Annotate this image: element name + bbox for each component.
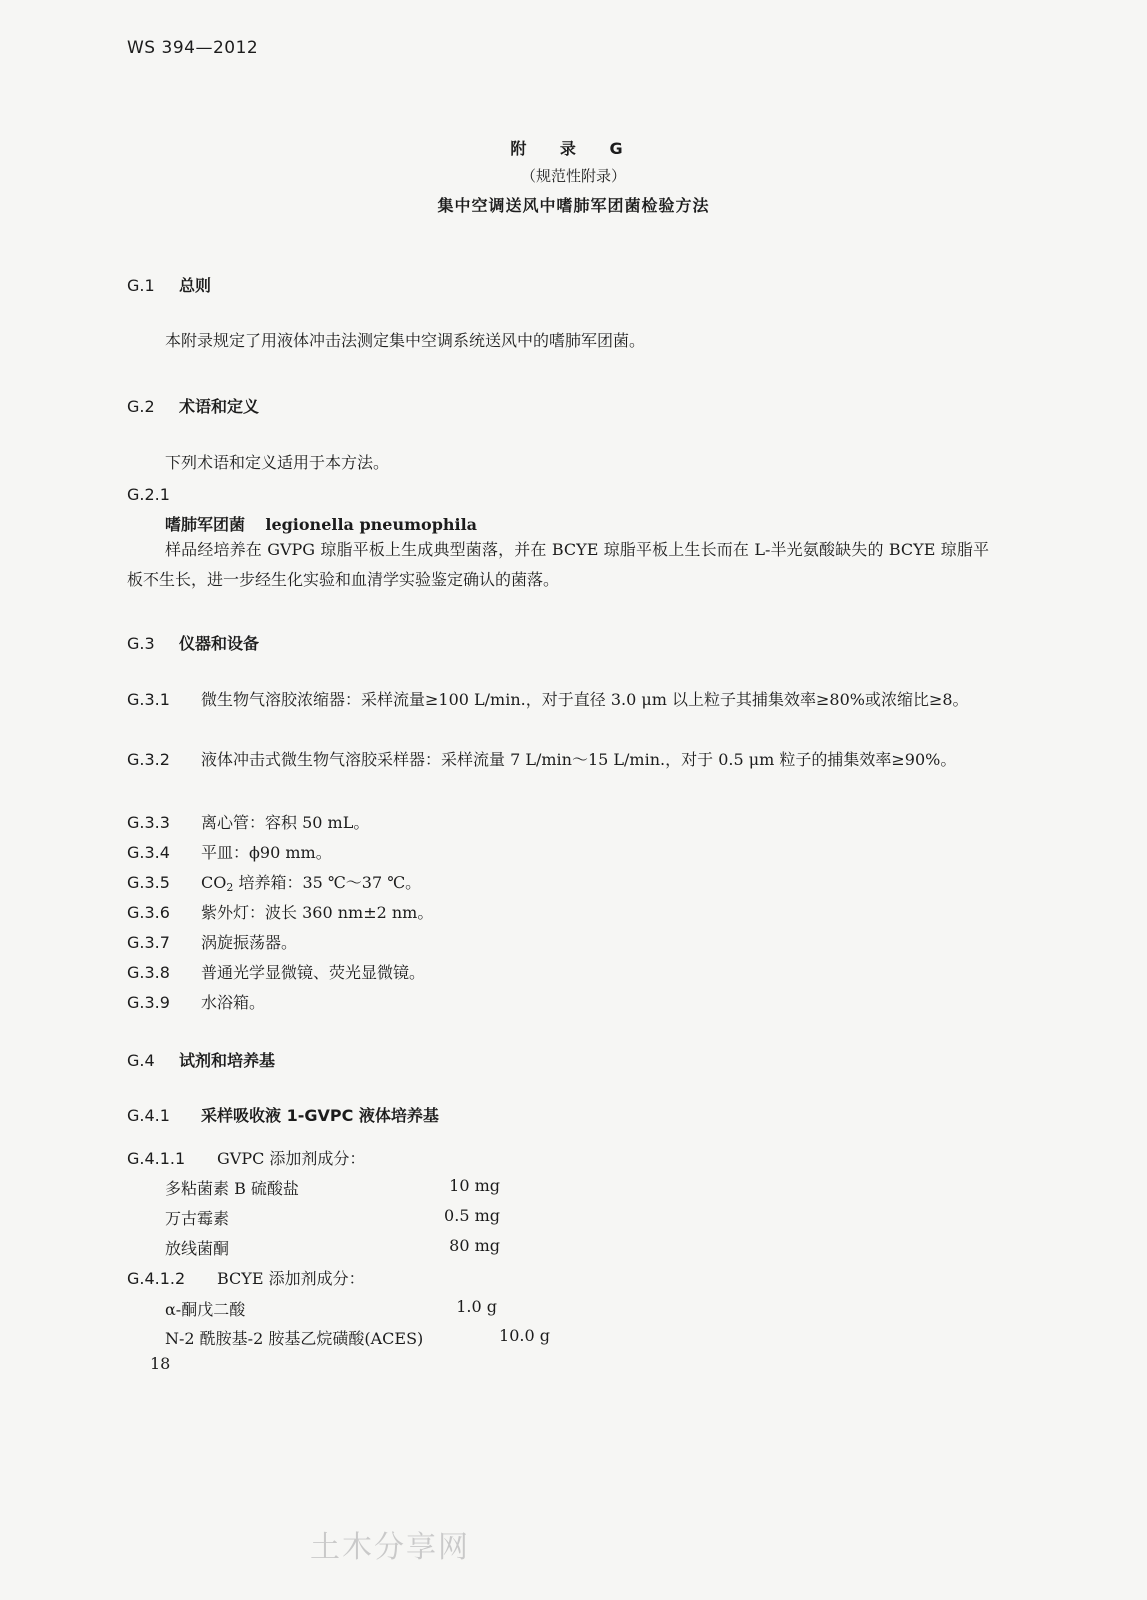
subsection-title: 采样吸收液 1-GVPC 液体培养基 (201, 1106, 439, 1125)
term-definition: 样品经培养在 GVPG 琼脂平板上生成典型菌落，并在 BCYE 琼脂平板上生长而在 L-半光氨酸缺失的 BCYE 琼脂平板不生长，进一步经生化实验和血清学实验鉴定确认的菌落。 (127, 540, 989, 589)
item-number: G.3.7 (127, 933, 170, 952)
section-title: 术语和定义 (179, 397, 260, 416)
item-g39 (127, 990, 265, 1013)
item-g31 (127, 685, 989, 715)
section-number: G.2 (127, 397, 155, 416)
component-row (165, 1326, 550, 1346)
section-title: 仪器和设备 (179, 634, 260, 653)
item-text: 微生物气溶胶浓缩器：采样流量≥100 L/min.，对于直径 3.0 μm 以上粒子其捕集效率≥80%或浓缩比≥8。 (201, 690, 969, 709)
component-name: α-酮戊二酸 (165, 1300, 246, 1319)
component-amount: 10 mg (449, 1176, 500, 1195)
item-g38 (127, 960, 425, 983)
item-number: G.3.9 (127, 993, 170, 1012)
item-text: 液体冲击式微生物气溶胶采样器：采样流量 7 L/min～15 L/min.，对于 0.5 μm 粒子的捕集效率≥90%。 (201, 750, 957, 769)
component-name: 多粘菌素 B 硫酸盐 (165, 1179, 299, 1198)
section-number: G.3 (127, 634, 155, 653)
watermark-text: 土木分享网 (310, 1530, 470, 1565)
appendix-label: 附 录 G (510, 139, 637, 158)
component-row (165, 1176, 500, 1196)
item-text: 离心管：容积 50 mL。 (201, 813, 370, 832)
item-text: 水浴箱。 (201, 993, 266, 1012)
section-heading-g1 (127, 273, 211, 296)
item-g34 (127, 840, 332, 863)
component-amount: 0.5 mg (444, 1206, 500, 1225)
paragraph-g2 (127, 448, 389, 478)
item-g36 (127, 900, 433, 923)
standard-code: WS 394—2012 (127, 38, 259, 58)
component-name: 放线菌酮 (165, 1239, 230, 1258)
item-number: G.3.4 (127, 843, 170, 862)
item-g32 (127, 745, 989, 775)
item-g412 (127, 1266, 365, 1289)
section-number: G.4 (127, 1051, 155, 1070)
section-heading-g3 (127, 631, 259, 654)
item-number: G.3.6 (127, 903, 170, 922)
paragraph-g1 (127, 326, 645, 356)
item-number: G.3.2 (127, 750, 170, 769)
item-g35 (127, 870, 421, 894)
component-name: 万古霉素 (165, 1209, 230, 1228)
item-text: GVPC 添加剂成分： (217, 1149, 366, 1168)
subsection-heading-g41 (127, 1103, 439, 1126)
item-text: 紫外灯：波长 360 nm±2 nm。 (201, 903, 434, 922)
term-chinese: 嗜肺军团菌 (165, 515, 246, 534)
component-row (165, 1206, 500, 1226)
item-number: G.3.3 (127, 813, 170, 832)
component-row (165, 1297, 497, 1317)
section-title: 试剂和培养基 (179, 1051, 276, 1070)
component-row (165, 1236, 500, 1256)
section-heading-g4 (127, 1048, 275, 1071)
appendix-type: （规范性附录） (520, 167, 626, 185)
item-number: G.3.5 (127, 873, 170, 892)
component-amount: 80 mg (449, 1236, 500, 1255)
term-entry (165, 512, 477, 535)
item-g37 (127, 930, 297, 953)
component-amount: 10.0 g (499, 1326, 550, 1345)
appendix-title: 集中空调送风中嗜肺军团菌检验方法 (437, 196, 710, 215)
component-amount: 1.0 g (456, 1297, 497, 1316)
item-number: G.4.1 (127, 1106, 170, 1125)
section-heading-g2 (127, 394, 259, 417)
component-name: N-2 酰胺基-2 胺基乙烷磺酸(ACES) (165, 1329, 424, 1348)
paragraph-text: 下列术语和定义适用于本方法。 (165, 453, 390, 472)
item-number: G.4.1.1 (127, 1149, 186, 1168)
item-number: G.3.1 (127, 690, 170, 709)
section-title: 总则 (179, 276, 212, 295)
paragraph-text: 本附录规定了用液体冲击法测定集中空调系统送风中的嗜肺军团菌。 (165, 331, 646, 350)
clause-number: G.2.1 (127, 485, 170, 504)
clause-number-g21 (127, 485, 201, 504)
item-number: G.4.1.2 (127, 1269, 186, 1288)
item-g33 (127, 810, 369, 833)
item-text-subscript: 2 (226, 881, 234, 894)
item-number: G.3.8 (127, 963, 170, 982)
page-number: 18 (150, 1354, 171, 1373)
item-g411 (127, 1146, 365, 1169)
item-text: BCYE 添加剂成分： (217, 1269, 365, 1288)
term-english: legionella pneumophila (265, 515, 478, 534)
item-text: 普通光学显微镜、荧光显微镜。 (201, 963, 426, 982)
item-text: 涡旋振荡器。 (201, 933, 298, 952)
item-text: 培养箱：35 ℃～37 ℃。 (233, 873, 422, 892)
item-text: 平皿：ϕ90 mm。 (201, 843, 332, 862)
item-text-co: CO (201, 873, 227, 892)
section-number: G.1 (127, 276, 155, 295)
